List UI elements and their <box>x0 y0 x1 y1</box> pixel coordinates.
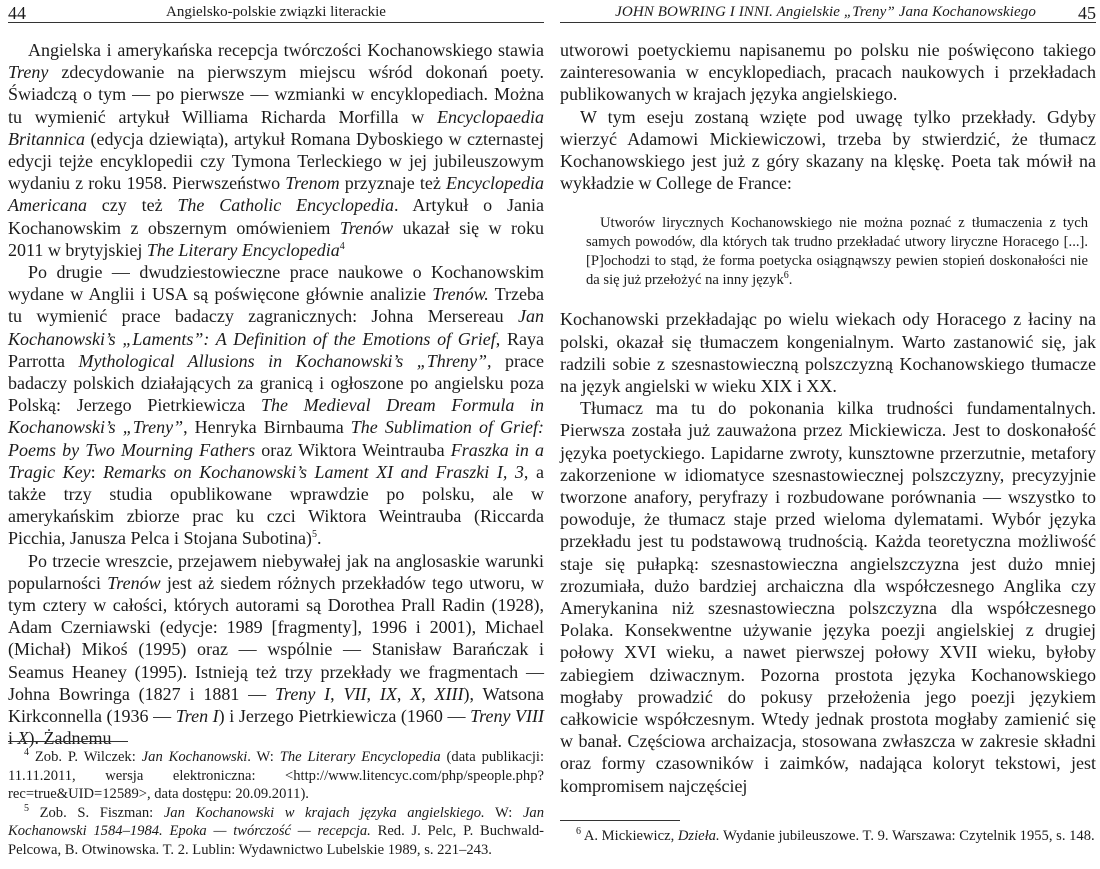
text-run: przyznaje też <box>339 173 447 194</box>
italic-text: Jan Kochanowski <box>141 749 248 765</box>
text-run: . W: <box>247 749 280 765</box>
text-run: , <box>396 683 411 704</box>
footnote <box>560 827 1096 846</box>
left-page-body <box>8 39 544 750</box>
text-run: jest aż siedem różnych przekładów tego utworu, w tym cztery w całości, których autorami są Dorothea Prall Radin (1928), Adam Czerniawski (edycje: 1989 [fragmenty], 1996 i 2001), Michael (Michał) Mikoś (1995) oraz — wspólnie — Stanisław Barańczak i Seamus Heaney (1995). Istnieją też trzy przekłady we fragmentach — Johna Bowringa (1827 i 1881 — <box>8 572 544 704</box>
left-page <box>8 0 544 869</box>
italic-text: IX <box>379 683 397 704</box>
text-run: W tym eseju zostaną wzięte pod uwagę tylko przekłady. Gdyby wierzyć Adamowi Mickiewiczowi, trzeba by stwierdzić, że tłumacz Kochanowskiego jest już z góry skazany na klęskę. Poeta tak mówił na wykładzie w College de France: <box>560 106 1096 194</box>
body-paragraph <box>560 39 1096 106</box>
text-run: ). Żadnemu <box>28 728 112 749</box>
italic-text: Jan Kochanowski’s „Laments”: A Definition of the Emotions of Grief <box>8 306 544 349</box>
block-quote <box>586 214 1088 290</box>
footnote-marker: 5 <box>24 802 29 814</box>
body-paragraph <box>560 397 1096 797</box>
text-run: utworowi poetyckiemu napisanemu po polsku nie poświęcono takiego zainteresowania w encyklopediach, pracach naukowych i przekładach publikowanych w krajach języka angielskiego. <box>560 40 1096 105</box>
text-run: Red. J. Pelc, P. Buchwald-Pelcowa, B. Otwinowska. T. 2. Lublin: Wydawnictwo Lubelskie 1989, s. 221–243. <box>8 823 544 858</box>
italic-text: The Literary Encyclopedia <box>146 239 340 260</box>
page-number: 45 <box>1078 3 1096 23</box>
footnote <box>8 804 544 860</box>
italic-text: The Sublimation of Grief: Poems by Two Mourning Fathers <box>8 417 545 460</box>
italic-text: Encyclopaedia Britannica <box>8 106 544 149</box>
text-run: Tłumacz ma tu do pokonania kilka trudności fundamentalnych. Pierwsza została już zauważona przez Mickiewicza. Jest to doskonałość języka poetyckiego. Lapidarne zwroty, kunsztowne przerzutnie, metafory zakorzenione w idiomatyce szesnastowiecznej polszczyzny, precyzyjnie tworzone anafory, peryfrazy i rozbudowane porównania — wszystko to powoduje, że tłumacz staje przed wieloma dylematami. Wybór języka przekładu jest tu podstawową trudnością. Każda teoretyczna możliwość staje się pułapką: szesnastowieczna angielszczyzna jest dużo mniej zrozumiała, dużo bardziej archaiczna dla współczesnego Anglika czy Amerykanina niż szesnastowieczna polszczyzna dla współczesnego Polaka. Konsekwentne używanie języka poezji angielskiej z drugiej połowy XVI wieku, a nawet pierwszej połowy XVII wieku, byłoby zabiegiem dziwacznym. Pozorna prostota języka Kochanowskiego mogłaby prowadzić do pokusy przełożenia jego poezji językiem całkowicie współczesnym. Wtedy jednak prostota mogłaby zamienić się w banał. Częściowa archaizacja, stosowana zwłaszcza w zakresie składni oraz formy czasowników i zaimków, nadająca koloryt tekstowi, jest kompromisem najczęściej <box>560 398 1096 796</box>
right-page-body <box>560 39 1096 797</box>
text-run: i <box>8 728 18 749</box>
italic-text: X <box>17 728 29 749</box>
text-run: . <box>788 272 793 289</box>
footnote-marker: 4 <box>339 240 345 252</box>
text-run: Po trzecie wreszcie, przejawem niebywałej jak na anglosaskie warunki popularności <box>8 550 544 593</box>
quote-text <box>586 214 1088 290</box>
italic-text: The Literary Encyclopedia <box>279 749 441 765</box>
italic-text: Treny VIII <box>470 706 544 727</box>
text-run: , Henryka Birnbauma <box>183 417 351 438</box>
right-page-header <box>560 0 1096 23</box>
text-run: zdecydowanie na pierwszym miejscu wśród dokonań poety. Świadczą o tym — po pierwsze — wzmianki w encyklopediach. Można tu wymienić artykuł Williama Richarda Morfilla w <box>8 62 544 127</box>
text-run: Trzeba tu wymienić prace badaczy zagranicznych: Johna Mersereau <box>8 284 545 327</box>
italic-text: Mythological Allusions in Kochanowski’s „Threny”, <box>78 350 492 371</box>
text-run: , Raya Parrotta <box>8 328 545 371</box>
text-run: Wydanie jubileuszowe. T. 9. Warszawa: Czytelnik 1955, s. 148. <box>719 828 1095 844</box>
italic-text: Jan Kochanowski 1584–1984. Epoka — twórczość — recepcja. <box>8 804 545 840</box>
text-run: ukazał się w roku 2011 w brytyjskiej <box>8 217 544 260</box>
italic-text: Tren I <box>175 706 219 727</box>
left-page-header <box>8 0 544 23</box>
right-footnotes <box>560 820 1096 846</box>
text-run: czy też <box>86 195 178 216</box>
text-run: prace badaczy polskich działających za granicą i ogłoszone po angielsku poza Polską: Jerzego Pietrkiewicza <box>8 350 545 416</box>
text-run: ) i Jerzego Pietrkiewicza (1960 — <box>218 706 471 727</box>
text-run: W: <box>484 804 523 821</box>
footnote-rule <box>560 820 680 821</box>
text-run: Angielska i amerykańska recepcja twórczości Kochanowskiego stawia <box>28 40 544 60</box>
footnote-marker: 5 <box>311 529 317 541</box>
text-run: oraz Wiktora Weintrauba <box>255 439 451 460</box>
italic-text: Jan Kochanowski w krajach języka angielskiego. <box>163 804 485 821</box>
footnote-marker: 4 <box>24 747 29 759</box>
text-run: , <box>421 683 435 704</box>
text-run: ), Watsona Kirkconnella (1936 — <box>8 683 545 727</box>
italic-text: Trenów. <box>432 284 489 305</box>
text-run: Utworów lirycznych Kochanowskiego nie można poznać z tłumaczenia z tych samych powodów, dla których tak trudno przekładać utwory liryczne Horacego [...]. [P]ochodzi to stąd, że forma poetycka osiągnąwszy pewien stopień doskonałości nie da się już przełożyć na inny język <box>586 215 1088 289</box>
text-run: Kochanowski przekładając po wielu wiekach ody Horacego z łaciny na polski, okazał się tłumaczem kongenialnym. Warto zastanowić się, jak radzili sobie z szesnastowieczną polszczyzną Kochanowskiego tłumacze na język angielski w wieku XIX i XX. <box>560 309 1096 397</box>
footnote-marker: 6 <box>576 826 581 838</box>
text-run: , a także trzy studia opublikowane wprawdzie po polsku, ale w amerykańskim zbiorze prac ku czci Wiktora Weintrauba (Riccarda Picchia, Janusza Pelca i Stojana Subotina) <box>8 461 544 549</box>
body-paragraph <box>560 106 1096 195</box>
italic-text: Remarks on Kochanowski’s Lament XI and Fraszki I, 3 <box>103 461 524 482</box>
italic-text: Treny I <box>275 683 331 704</box>
text-run: , <box>366 683 380 704</box>
body-paragraph <box>560 308 1096 397</box>
italic-text: The Catholic Encyclopedia <box>177 195 395 216</box>
left-footnotes <box>8 741 544 860</box>
italic-text: Dzieła. <box>677 828 720 844</box>
footnote <box>8 748 544 804</box>
body-paragraph <box>8 39 544 261</box>
body-paragraph <box>8 261 544 550</box>
text-run: Po drugie — dwudziestowieczne prace naukowe o Kochanowskim wydane w Anglii i USA są poświęcone głównie analizie <box>8 262 544 305</box>
italic-text: XIII <box>434 683 464 704</box>
running-head: JOHN BOWRING I INNI. Angielskie „Treny” Jana Kochanowskiego <box>615 4 1036 20</box>
text-run: (data publikacji: 11.11.2011, wersja elektroniczna: <http://www.litencyc.com/php/speople.php?rec=true&UID=12589>, data dostępu: 20.09.2011). <box>8 749 545 803</box>
text-run: . <box>316 528 322 549</box>
text-run: : <box>90 461 104 482</box>
page-number: 44 <box>8 3 26 23</box>
running-head: Angielsko-polskie związki literackie <box>166 4 386 20</box>
italic-text: X <box>410 683 422 704</box>
text-run: . Artykuł o Jania Kochanowskim z obszernym omówieniem <box>8 195 544 238</box>
italic-text: Treny <box>8 62 49 83</box>
italic-text: Trenów <box>339 217 394 238</box>
italic-text: Trenów <box>107 572 161 593</box>
italic-text: The Medieval Dream Formula in Kochanowski’s „Treny” <box>8 395 544 438</box>
text-run: Zob. S. Fiszman: <box>29 804 164 821</box>
text-run: (edycja dziewiąta), artykuł Romana Dyboskiego w czternastej edycji tejże encyklopedii czy Tymona Terleckiego w jej jubileuszowym wydaniu z roku 1958. Pierwszeństwo <box>8 128 544 194</box>
text-run: , <box>330 683 344 704</box>
text-run: Zob. P. Wilczek: <box>29 749 142 765</box>
italic-text: Trenom <box>285 173 340 194</box>
footnote-rule <box>8 741 128 742</box>
italic-text: Fraszka in a Tragic Key <box>8 439 544 482</box>
right-page <box>560 0 1096 869</box>
body-paragraph <box>8 550 544 750</box>
italic-text: Encyclopedia Americana <box>8 173 544 216</box>
footnote-marker: 6 <box>783 270 789 282</box>
text-run: A. Mickiewicz, <box>581 828 678 844</box>
italic-text: VII <box>343 683 367 704</box>
